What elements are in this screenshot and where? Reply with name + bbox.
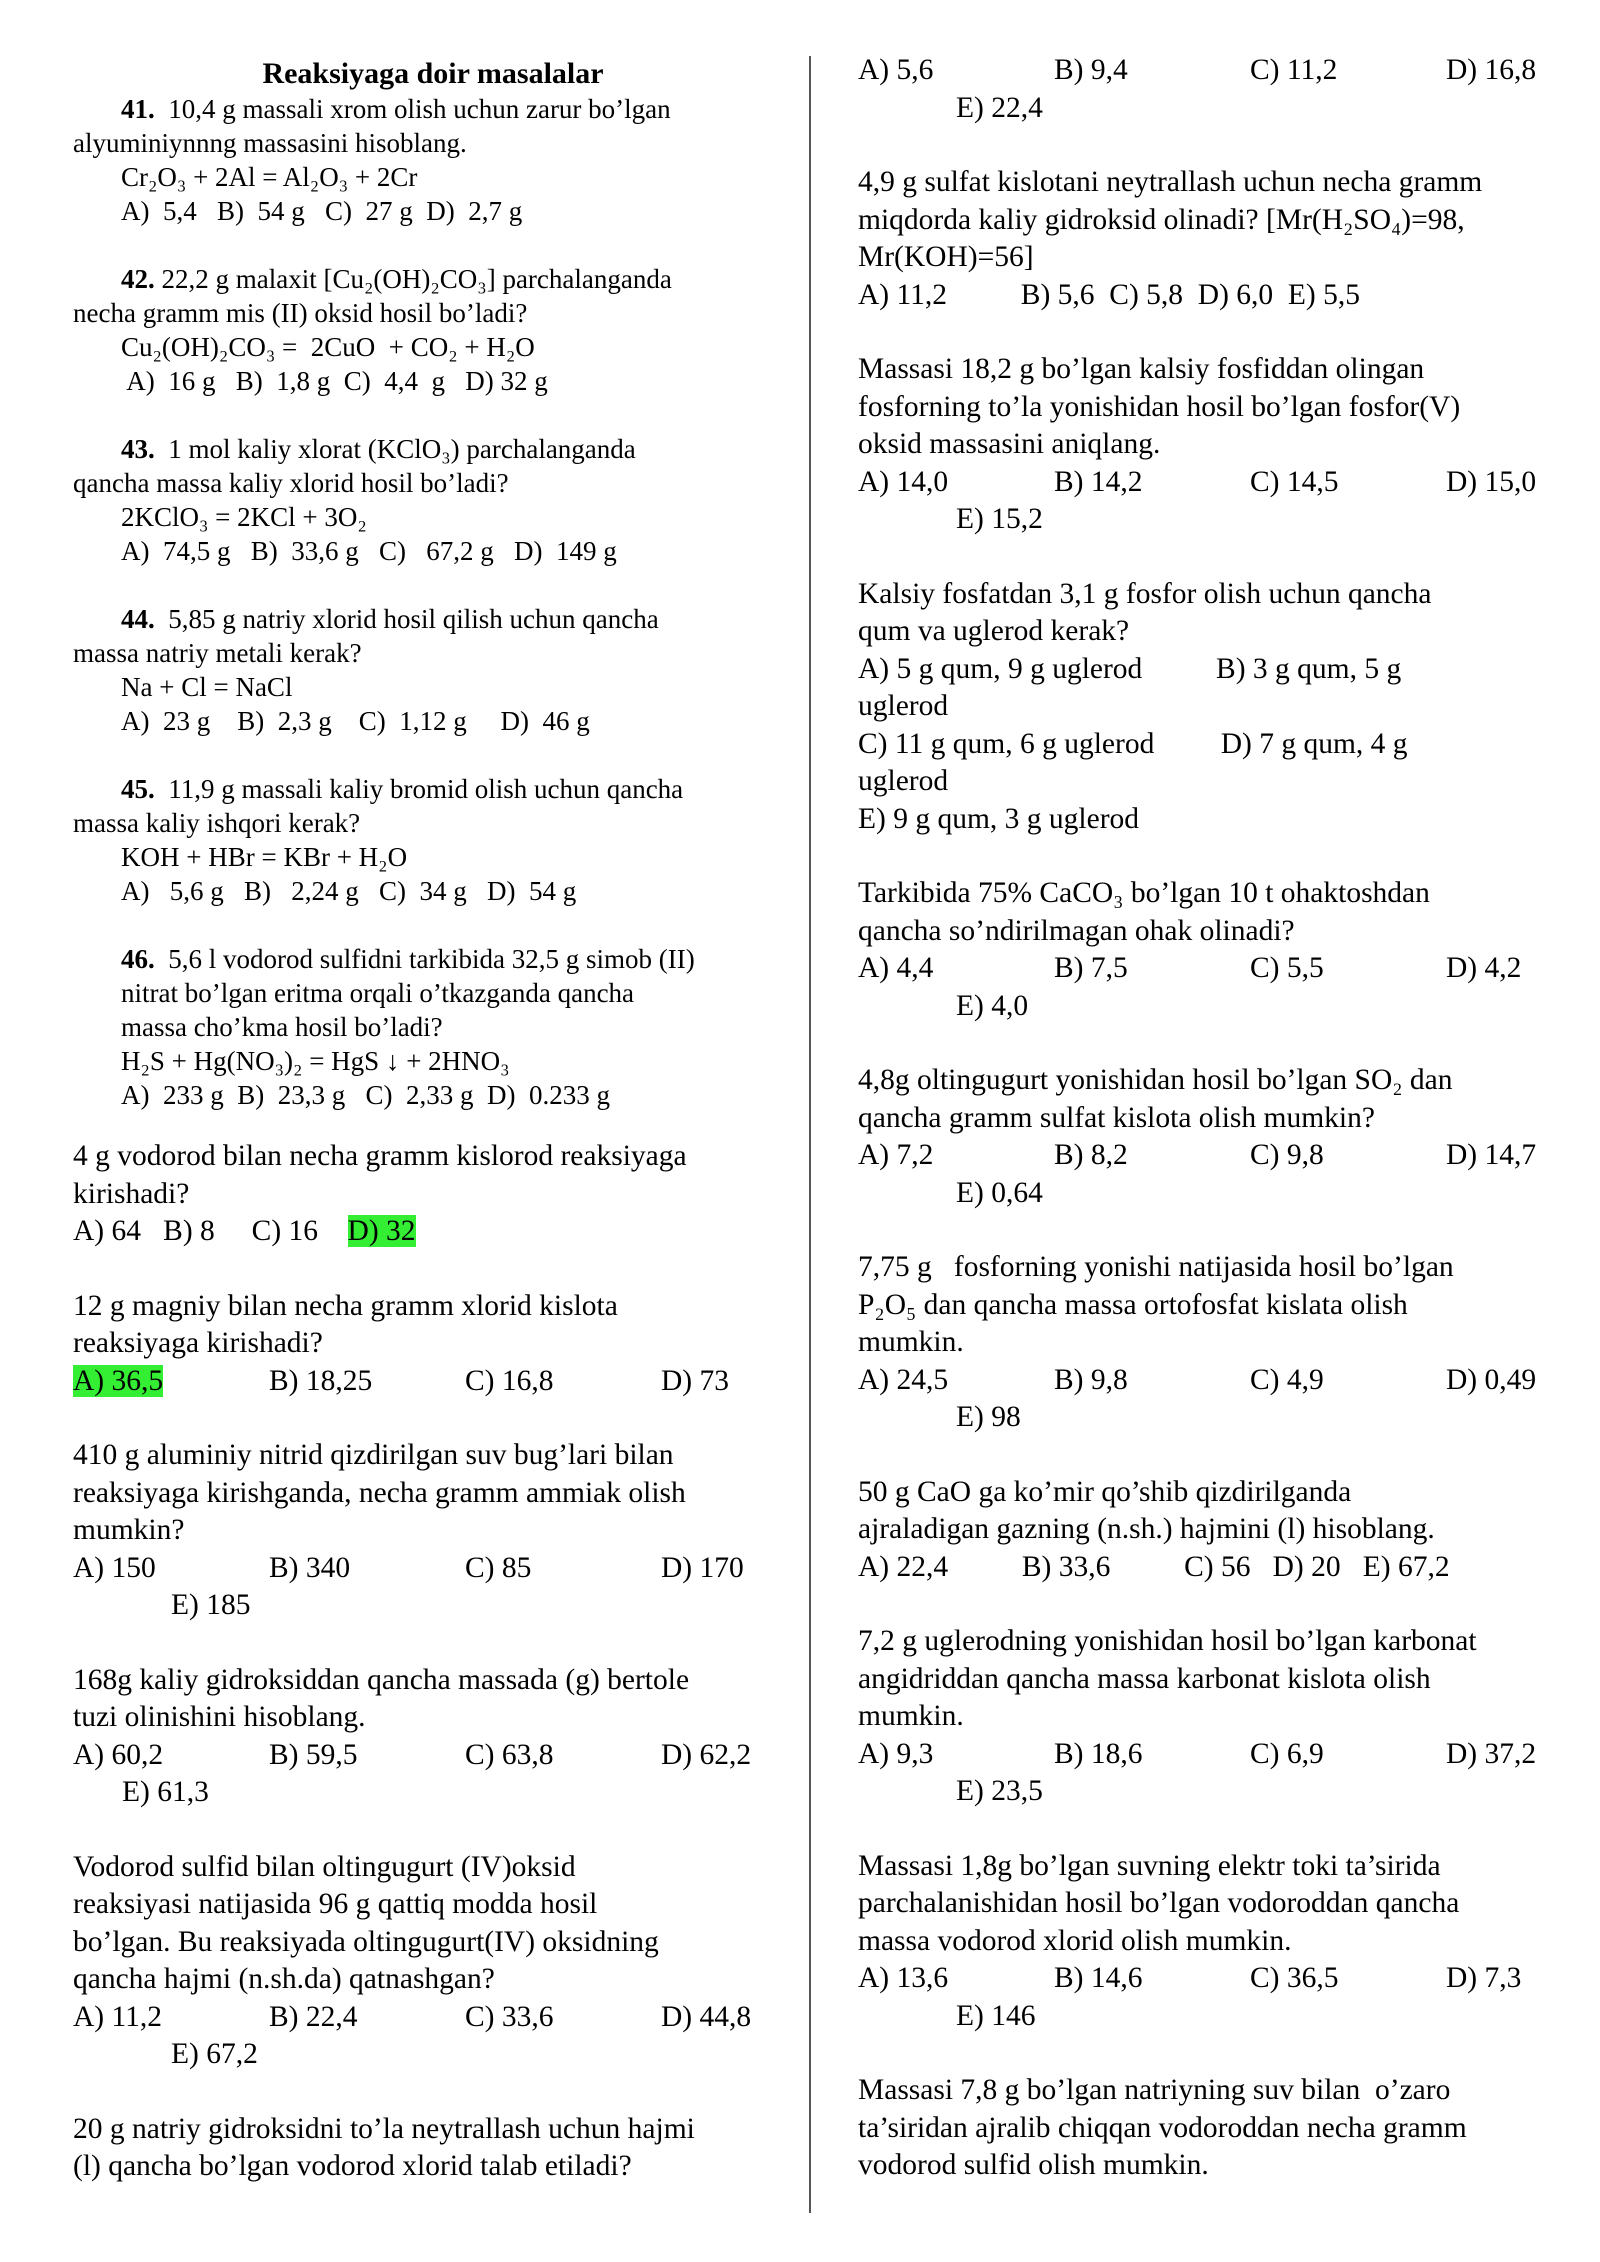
text-line: 4 g vodorod bilan necha gramm kislorod reaksiyaga bbox=[73, 1140, 687, 1172]
text-line: bo’lgan. Bu reaksiyada oltingugurt(IV) oksidning bbox=[73, 1925, 659, 1958]
answer-options bbox=[73, 1999, 763, 2037]
text-line: Massasi 18,2 g bo’lgan kalsiy fosfiddan olingan bbox=[858, 353, 1425, 385]
question-46 bbox=[73, 942, 763, 1112]
text-line: angidriddan qancha massa karbonat kislota olish bbox=[858, 1662, 1431, 1695]
answer-options bbox=[858, 52, 1563, 90]
question-hydrogen-oxygen bbox=[73, 1138, 763, 1251]
option-d: D) 15,0 bbox=[1446, 465, 1537, 498]
question-sodium-water bbox=[858, 2072, 1563, 2185]
answer-options: A) 74,5 g B) 33,6 g C) 67,2 g D) 149 g bbox=[121, 536, 617, 566]
option-c: C) 4,9 bbox=[1250, 1363, 1324, 1396]
option-c: C) 14,5 bbox=[1250, 465, 1339, 498]
text-line: 7,2 g uglerodning yonishidan hosil bo’lgan karbonat bbox=[858, 1625, 1477, 1657]
equation: KOH + HBr = KBr + H₂O bbox=[121, 842, 408, 872]
option-c: C) 6,9 bbox=[1250, 1737, 1324, 1770]
text-line: 12 g magniy bilan necha gramm xlorid kislota bbox=[73, 1289, 618, 1322]
answer-options bbox=[73, 1550, 763, 1588]
question-number: 46. bbox=[121, 944, 155, 974]
option-b: B) 18,6 bbox=[1054, 1737, 1143, 1770]
text-line: massa kaliy ishqori kerak? bbox=[73, 808, 361, 838]
option-e: E) 98 bbox=[956, 1401, 1021, 1433]
question-number: 43. bbox=[121, 434, 155, 464]
answer-options bbox=[858, 1362, 1563, 1400]
text-line: qancha gramm sulfat kislota olish mumkin? bbox=[858, 1101, 1375, 1134]
text-line: Mr(KOH)=56] bbox=[858, 241, 1034, 273]
option-e: E) 15,2 bbox=[956, 503, 1043, 535]
question-continued-options bbox=[858, 52, 1563, 127]
answer-options bbox=[858, 1137, 1563, 1175]
text-line: 168g kaliy gidroksiddan qancha massada (g) bertole bbox=[73, 1663, 690, 1696]
option-a: A) 4,4 bbox=[858, 952, 934, 984]
question-44 bbox=[73, 602, 763, 738]
document-title: Reaksiyaga doir masalalar bbox=[262, 57, 604, 90]
text-line: necha gramm mis (II) oksid hosil bo’ladi? bbox=[73, 298, 528, 328]
option-d: D) 62,2 bbox=[661, 1738, 752, 1771]
text-line: parchalanishidan hosil bo’lgan vodoroddan qancha bbox=[858, 1887, 1460, 1919]
text-line: Massasi 1,8g bo’lgan suvning elektr toki ta’sirida bbox=[858, 1849, 1441, 1882]
answer-options bbox=[73, 1737, 763, 1775]
option-d: D) 44,8 bbox=[661, 2000, 752, 2033]
text-line: 4,8g oltingugurt yonishidan hosil bo’lgan SO₂ dan bbox=[858, 1064, 1453, 1096]
text-line: massa vodorod xlorid olish mumkin. bbox=[858, 1924, 1292, 1957]
question-number: 45. bbox=[121, 774, 155, 804]
option-b: B) 9,8 bbox=[1054, 1363, 1128, 1396]
text-line: qancha hajmi (n.sh.da) qatnashgan? bbox=[73, 1963, 495, 1995]
option-c: C) 36,5 bbox=[1250, 1962, 1339, 1994]
question-water-electrolysis bbox=[858, 1848, 1563, 2036]
answer-options: C) 11 g qum, 6 g uglerod D) 7 g qum, 4 g bbox=[858, 727, 1408, 760]
text-line: 410 g aluminiy nitrid qizdirilgan suv bug’lari bilan bbox=[73, 1439, 674, 1471]
option-d: D) 14,7 bbox=[1446, 1139, 1537, 1171]
equation: Cr₂O₃ + 2Al = Al₂O₃ + 2Cr bbox=[121, 162, 418, 192]
question-aluminium-nitride bbox=[73, 1437, 763, 1625]
option-a: A) 14,0 bbox=[858, 465, 949, 498]
text-line: 5,85 g natriy xlorid hosil qilish uchun qancha bbox=[168, 604, 659, 634]
question-42 bbox=[73, 262, 763, 398]
question-text bbox=[73, 92, 763, 126]
equation: Na + Cl = NaCl bbox=[121, 672, 293, 702]
question-sulfuric-acid bbox=[858, 164, 1563, 314]
option-a: A) 60,2 bbox=[73, 1738, 164, 1771]
option-e: E) 146 bbox=[956, 1999, 1036, 2032]
text-line: Tarkibida 75% CaCO₃ bo’lgan 10 t ohaktoshdan bbox=[858, 877, 1430, 909]
answer-options: A) 5 g qum, 9 g uglerod B) 3 g qum, 5 g bbox=[858, 652, 1402, 685]
answer-options: A) 5,6 g B) 2,24 g C) 34 g D) 54 g bbox=[121, 876, 577, 906]
option-a: A) 24,5 bbox=[858, 1363, 949, 1396]
right-column bbox=[858, 56, 1563, 2185]
option-b: B) 8,2 bbox=[1054, 1139, 1128, 1171]
question-phosphorus bbox=[858, 1249, 1563, 1437]
option-d: D) 7,3 bbox=[1446, 1962, 1522, 1994]
answer-options: uglerod bbox=[858, 690, 949, 722]
text-line: mumkin? bbox=[73, 1514, 185, 1546]
text-line: 20 g natriy gidroksidni to’la neytrallash uchun hajmi bbox=[73, 2112, 695, 2145]
column-divider bbox=[809, 56, 811, 2213]
text-line: mumkin. bbox=[858, 1326, 964, 1358]
option-a: A) 11,2 bbox=[73, 2000, 163, 2033]
option-d: D) 170 bbox=[661, 1551, 744, 1584]
text-line: 11,9 g massali kaliy bromid olish uchun qancha bbox=[168, 774, 684, 804]
question-carbon bbox=[858, 1623, 1563, 1811]
text-line: fosforning to’la yonishidan hosil bo’lgan fosfor(V) bbox=[858, 390, 1461, 423]
text-line: (l) qancha bo’lgan vodorod xlorid talab etiladi? bbox=[73, 2150, 632, 2182]
question-sulfur-dioxide bbox=[858, 1062, 1563, 1212]
equation: H₂S + Hg(NO₃)₂ = HgS ↓ + 2HNO₃ bbox=[121, 1046, 510, 1076]
text-line: alyuminiynnng massasini hisoblang. bbox=[73, 128, 467, 158]
answer-options: A) 16 g B) 1,8 g C) 4,4 g D) 32 g bbox=[121, 366, 548, 396]
question-43 bbox=[73, 432, 763, 568]
option-d: D) 0,49 bbox=[1446, 1363, 1537, 1396]
question-number: 42. bbox=[121, 264, 155, 294]
option-d: D) 16,8 bbox=[1446, 54, 1537, 86]
option-a: A) 5,6 bbox=[858, 54, 934, 86]
option-b: B) 22,4 bbox=[269, 2000, 358, 2033]
option-e: E) 61,3 bbox=[122, 1776, 209, 1808]
option-d: D) 4,2 bbox=[1446, 952, 1522, 984]
option-c: C) 16,8 bbox=[465, 1364, 554, 1397]
option-b: B) 7,5 bbox=[1054, 952, 1128, 984]
left-column bbox=[73, 56, 763, 2186]
answer-options: uglerod bbox=[858, 765, 949, 797]
question-limestone bbox=[858, 875, 1563, 1025]
text-line: ajraladigan gazning (n.sh.) hajmini (l) hisoblang. bbox=[858, 1513, 1435, 1545]
option-b: B) 14,2 bbox=[1054, 465, 1143, 498]
text-line: tuzi olinishini hisoblang. bbox=[73, 1701, 366, 1733]
option-c: C) 16 bbox=[251, 1215, 319, 1247]
text-line: reaksiyaga kirishganda, necha gramm ammiak olish bbox=[73, 1476, 686, 1509]
answer-options: A) 233 g B) 23,3 g C) 2,33 g D) 0.233 g bbox=[121, 1080, 610, 1110]
option-d-highlighted: D) 32 bbox=[347, 1215, 416, 1247]
text-line: 22,2 g malaxit [Cu₂(OH)₂CO₃] parchalanganda bbox=[161, 264, 672, 294]
option-c: C) 33,6 bbox=[465, 2000, 554, 2033]
option-c: C) 85 bbox=[465, 1551, 532, 1584]
question-sodium-hydroxide bbox=[73, 2111, 763, 2186]
question-potassium-hydroxide bbox=[73, 1662, 763, 1812]
option-e: E) 185 bbox=[171, 1589, 251, 1621]
option-c: C) 5,5 bbox=[1250, 952, 1324, 984]
option-a: A) 7,2 bbox=[858, 1139, 934, 1171]
option-a: A) 150 bbox=[73, 1551, 156, 1584]
question-number: 44. bbox=[121, 604, 155, 634]
text-line: massa natriy metali kerak? bbox=[73, 638, 362, 668]
question-calcium-oxide bbox=[858, 1474, 1563, 1587]
text-line: P₂O₅ dan qancha massa ortofosfat kislata olish bbox=[858, 1288, 1408, 1321]
question-number: 41. bbox=[121, 94, 155, 124]
text-line: Kalsiy fosfatdan 3,1 g fosfor olish uchun qancha bbox=[858, 577, 1432, 610]
text-line: ta’siridan ajralib chiqqan vodoroddan necha gramm bbox=[858, 2111, 1467, 2144]
text-line: mumkin. bbox=[858, 1700, 964, 1732]
option-a: A) 9,3 bbox=[858, 1737, 934, 1770]
text-line: 10,4 g massali xrom olish uchun zarur bo’lgan bbox=[168, 94, 671, 124]
question-calcium-phosphate bbox=[858, 576, 1563, 839]
answer-options: A) 5,4 B) 54 g C) 27 g D) 2,7 g bbox=[121, 196, 523, 226]
option-e: E) 23,5 bbox=[956, 1775, 1043, 1807]
text-line: Massasi 7,8 g bo’lgan natriyning suv bilan o’zaro bbox=[858, 2074, 1451, 2106]
text-line: 5,6 l vodorod sulfidni tarkibida 32,5 g simob (II) bbox=[168, 944, 695, 974]
text-line: qancha so’ndirilmagan ohak olinadi? bbox=[858, 914, 1295, 947]
text-line: 50 g CaO ga ko’mir qo’shib qizdirilganda bbox=[858, 1475, 1352, 1508]
answer-options bbox=[73, 1363, 763, 1401]
option-b: B) 59,5 bbox=[269, 1738, 358, 1771]
text-line: Vodorod sulfid bilan oltingugurt (IV)oksid bbox=[73, 1850, 576, 1883]
option-e: E) 4,0 bbox=[956, 989, 1029, 1022]
answer-options bbox=[858, 1736, 1563, 1774]
text-line: vodorod sulfid olish mumkin. bbox=[858, 2149, 1209, 2181]
text-line: massa cho’kma hosil bo’ladi? bbox=[121, 1012, 443, 1042]
text-line: reaksiyasi natijasida 96 g qattiq modda hosil bbox=[73, 1888, 598, 1920]
answer-options bbox=[858, 1960, 1563, 1998]
option-d: D) 73 bbox=[661, 1364, 730, 1397]
text-line: nitrat bo’lgan eritma orqali o’tkazganda qancha bbox=[121, 978, 635, 1008]
text-line: oksid massasini aniqlang. bbox=[858, 428, 1161, 460]
option-e: E) 22,4 bbox=[956, 91, 1043, 124]
option-e: E) 0,64 bbox=[956, 1176, 1043, 1209]
option-a: A) 13,6 bbox=[858, 1962, 949, 1994]
equation: 2KClO₃ = 2KCl + 3O₂ bbox=[121, 502, 367, 532]
option-b: B) 14,6 bbox=[1054, 1962, 1143, 1994]
option-e: E) 9 g qum, 3 g uglerod bbox=[858, 802, 1140, 835]
option-a-highlighted: A) 36,5 bbox=[73, 1364, 164, 1397]
text-line: 7,75 g fosforning yonishi natijasida hosil bo’lgan bbox=[858, 1251, 1454, 1283]
question-hydrogen-sulfide bbox=[73, 1849, 763, 2074]
answer-options: A) 11,2 B) 5,6 C) 5,8 D) 6,0 E) 5,5 bbox=[858, 278, 1361, 311]
option-b: B) 9,4 bbox=[1054, 54, 1128, 86]
option-c: C) 11,2 bbox=[1250, 54, 1338, 86]
option-c: C) 63,8 bbox=[465, 1738, 554, 1771]
option-b: B) 18,25 bbox=[269, 1364, 373, 1397]
answer-options bbox=[73, 1213, 763, 1251]
answer-options bbox=[858, 950, 1563, 988]
text-line: 1 mol kaliy xlorat (KClO₃) parchalanganda bbox=[168, 434, 636, 464]
question-41 bbox=[73, 92, 763, 228]
text-line: kirishadi? bbox=[73, 1177, 190, 1210]
answer-options bbox=[858, 464, 1563, 502]
option-b: B) 8 bbox=[163, 1215, 215, 1247]
text-line: miqdorda kaliy gidroksid olinadi? [Mr(H₂SO₄)=98, bbox=[858, 203, 1465, 236]
option-b: B) 340 bbox=[269, 1551, 351, 1584]
text-line: 4,9 g sulfat kislotani neytrallash uchun necha gramm bbox=[858, 166, 1483, 198]
option-a: A) 64 bbox=[73, 1215, 142, 1247]
question-magnesium bbox=[73, 1288, 763, 1401]
option-d: D) 37,2 bbox=[1446, 1737, 1537, 1770]
answer-options: A) 22,4 B) 33,6 C) 56 D) 20 E) 67,2 bbox=[858, 1550, 1450, 1583]
text-line: qum va uglerod kerak? bbox=[858, 615, 1130, 647]
option-c: C) 9,8 bbox=[1250, 1139, 1324, 1171]
question-45 bbox=[73, 772, 763, 908]
text-line: qancha massa kaliy xlorid hosil bo’ladi? bbox=[73, 468, 509, 498]
text-line: reaksiyaga kirishadi? bbox=[73, 1327, 323, 1359]
option-e: E) 67,2 bbox=[171, 2038, 258, 2070]
answer-options: A) 23 g B) 2,3 g C) 1,12 g D) 46 g bbox=[121, 706, 590, 736]
equation: Cu₂(OH)₂CO₃ = 2CuO + CO₂ + H₂O bbox=[121, 332, 535, 362]
question-calcium-phosphide bbox=[858, 351, 1563, 539]
